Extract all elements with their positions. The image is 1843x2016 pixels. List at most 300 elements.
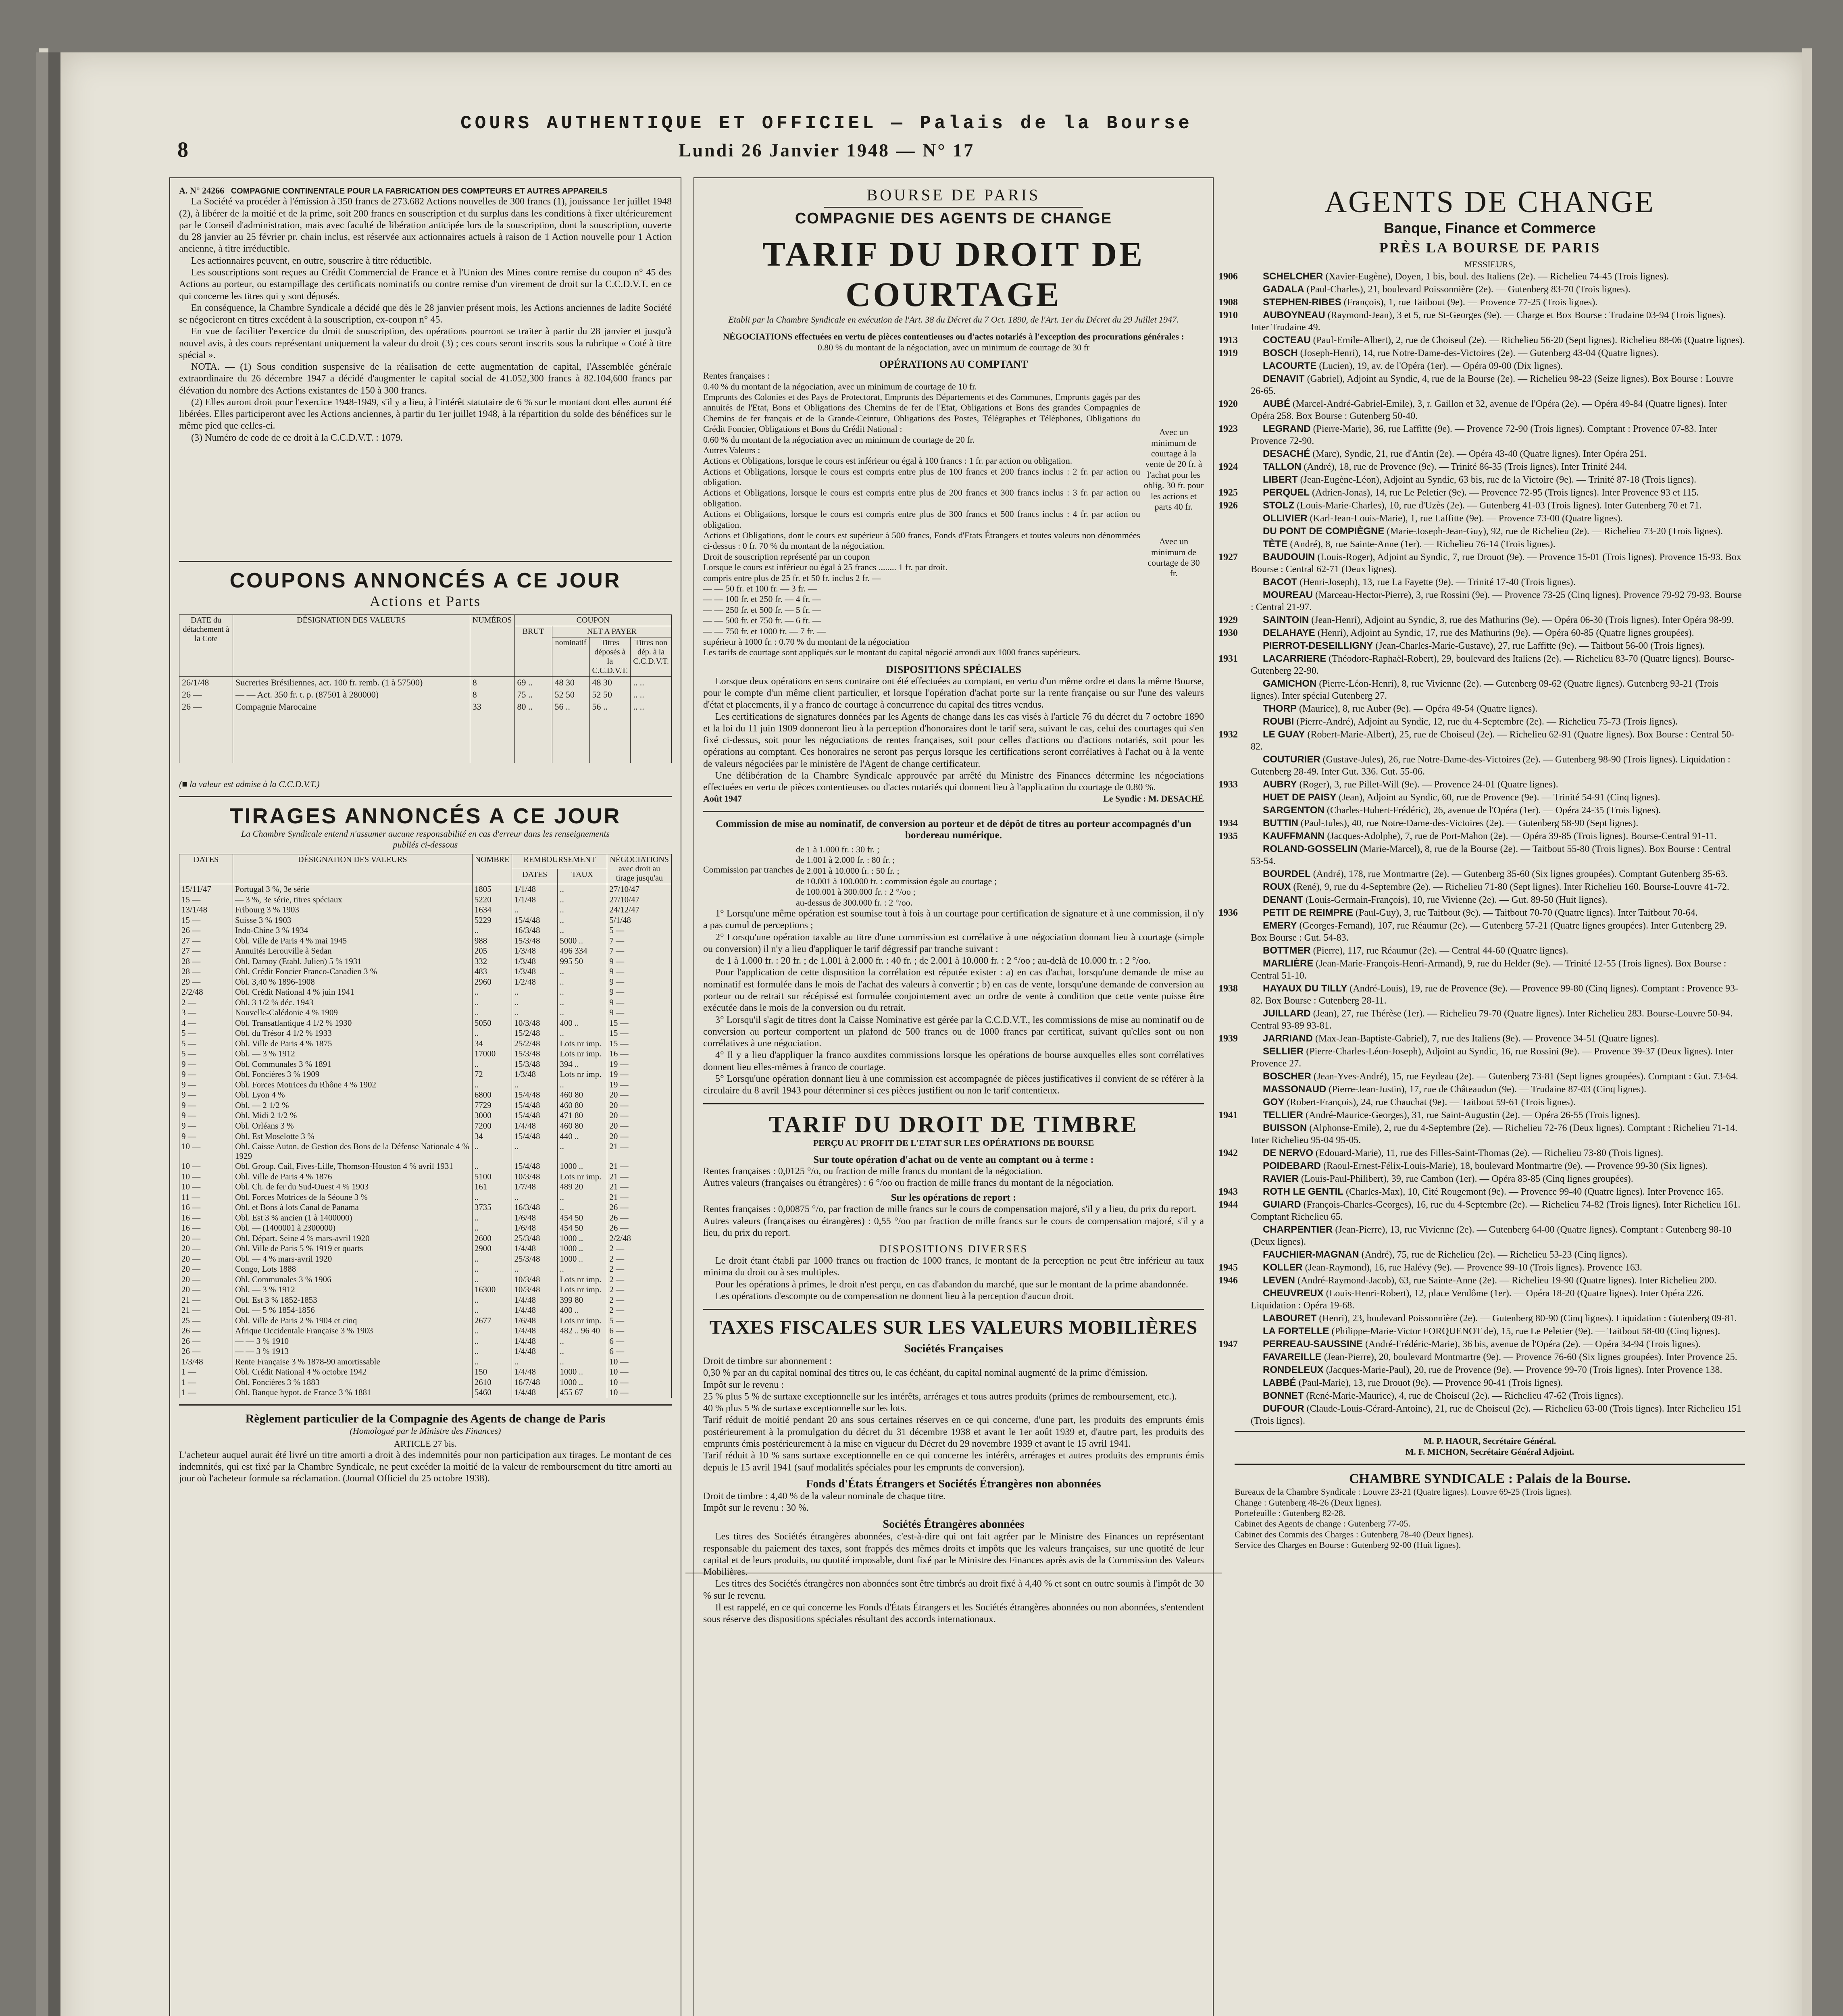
societes-etr-paragraph: Les titres des Sociétés étrangères non abonnées sont être timbrés au droit fixé à 4,40 % et sont en outre soumis à l'impôt de 30 % sur le revenu. xyxy=(703,1579,1204,1601)
agent-details: (André), 18, rue de Provence (9e). — Trinité 86-35 (Trois lignes). Inter Trinité 244. xyxy=(1304,462,1627,473)
tirage-cell-rd: 16/7/48 xyxy=(512,1377,558,1388)
tirage-row xyxy=(179,1233,672,1244)
chambre-title: CHAMBRE SYNDICALE : Palais de la Bourse. xyxy=(1349,1471,1631,1487)
tirage-cell-rd: 10/3/48 xyxy=(512,1018,558,1029)
tirage-cell-v: Obl. Foncières 3 % 1883 xyxy=(233,1377,473,1388)
chambre-line: Cabinet des Commis des Charges : Gutenberg 78-40 (Deux lignes). xyxy=(1235,1529,1474,1539)
coupons-header-brut: BRUT xyxy=(514,626,552,676)
tirage-cell-v: Obl. — 3 % 1912 xyxy=(233,1049,473,1059)
timbre-comptant-line: Autres valeurs (françaises ou étrangères) : 6 °/oo ou fraction de mille francs du montant de la négociation. xyxy=(703,1178,1114,1189)
agent-entry xyxy=(1218,423,1745,447)
tirage-cell-n: 2677 xyxy=(472,1316,512,1326)
agent-entry xyxy=(1235,538,1745,550)
agent-details: (Robert-François), 24, rue Chauchat (9e). — Taitbout 59-61 (Trois lignes). xyxy=(1287,1097,1576,1108)
tirage-cell-g: 9 — xyxy=(607,1008,672,1018)
tirage-cell-v: — — 3 % 1913 xyxy=(233,1346,473,1357)
negociations-text: 0.80 % du montant de la négociation, avec un minimum de courtage de 30 fr xyxy=(817,342,1090,352)
minimum-note-1: Avec un minimum de courtage à la vente de 20 fr. à l'achat pour les oblig. 30 fr. pour les actions et parts 40 fr. xyxy=(1143,427,1204,512)
tirage-cell-t: 454 50 xyxy=(558,1213,607,1223)
tirage-cell-t: .. xyxy=(558,1192,607,1203)
agent-entry xyxy=(1235,703,1745,715)
societes-etr-list xyxy=(703,1531,1204,1625)
coupon-row xyxy=(179,676,672,689)
avis-paragraph: En vue de faciliter l'exercice du droit de souscription, des opérations pourront se traiter à partir du 28 janvier et jusqu'à nouvel avis, à des cours représentant uniquement la valeur du droit (3) ; ces cours seront inscrits sous la rubrique « Coté à titre spécial ». xyxy=(179,326,672,360)
tirage-row xyxy=(179,1008,672,1018)
comptant-line: Lorsque le cours est inférieur ou égal à 25 francs ........ 1 fr. par droit. xyxy=(703,562,948,573)
tirage-cell-d: 26 — xyxy=(179,925,233,936)
tirage-cell-v: Obl. 3 1/2 % déc. 1943 xyxy=(233,998,473,1008)
divider xyxy=(703,1103,1204,1104)
tirage-cell-rd: 1/4/48 xyxy=(512,1243,558,1254)
agent-entry xyxy=(1235,360,1745,372)
agent-year: 1939 xyxy=(1218,1033,1238,1044)
agent-details: (François), 1, rue Taitbout (9e). — Provence 77-25 (Trois lignes). xyxy=(1343,297,1598,308)
agents-list xyxy=(1218,271,1745,1427)
reglement-subtitle: (Homologué par le Ministre des Finances) xyxy=(350,1425,501,1436)
masthead-title: COURS AUTHENTIQUE ET OFFICIEL — Palais de la Bourse xyxy=(460,113,1193,134)
agent-name: OLLIVIER xyxy=(1263,513,1308,524)
diverses-paragraph: Le droit étant établi par 1000 francs ou fraction de 1000 francs, le montant de la perception ne peut être inférieur au taux minima du droit ou à ses multiples. xyxy=(703,1256,1204,1278)
agent-name: BUTTIN xyxy=(1263,818,1298,829)
dispositions-title: DISPOSITIONS SPÉCIALES xyxy=(886,663,1021,675)
comptant-line: — — 50 fr. et 100 fr. — 3 fr. — xyxy=(703,583,817,594)
agent-year: 1923 xyxy=(1218,424,1238,435)
tirage-row xyxy=(179,925,672,936)
tirage-cell-d: 20 — xyxy=(179,1254,233,1264)
coupon-filler-cell xyxy=(514,713,552,763)
tirage-cell-n: 3735 xyxy=(472,1202,512,1213)
tirage-cell-v: Obl. Group. Cail, Fives-Lille, Thomson-Houston 4 % avril 1931 xyxy=(233,1161,473,1172)
agent-name: AUBRY xyxy=(1263,779,1297,790)
tirage-cell-v: Obl. Est Moselotte 3 % xyxy=(233,1131,473,1142)
comptant-line: Rentes françaises : xyxy=(703,371,770,381)
agent-entry xyxy=(1218,334,1745,346)
coupons-title: COUPONS ANNONCÉS A CE JOUR xyxy=(229,569,621,592)
agent-details: (Raymond-Jean), 3 et 5, rue St-Georges (9e). — Charge et Box Bourse : Trudaine 03-94 (Trois lignes). Inter Trudaine 49. xyxy=(1251,310,1726,333)
tirage-cell-t: Lots nr imp. xyxy=(558,1275,607,1285)
agent-entry xyxy=(1235,868,1745,880)
agent-name: BOURDEL xyxy=(1263,868,1311,880)
tirage-row xyxy=(179,1018,672,1029)
tirage-cell-t: 1000 .. xyxy=(558,1161,607,1172)
agent-name: GOY xyxy=(1263,1097,1285,1108)
tirage-cell-n: 2600 xyxy=(472,1233,512,1244)
tirage-cell-t: 454 50 xyxy=(558,1223,607,1233)
avis-section xyxy=(179,185,672,444)
agent-name: PERREAU-SAUSSINE xyxy=(1263,1339,1363,1350)
agent-year: 1926 xyxy=(1218,500,1238,511)
tirage-row xyxy=(179,1326,672,1336)
commission-note: Pour l'application de cette disposition la corrélation est réputée exister : a) en cas d'achat, lorsqu'une demande de mise au nominatif est formulée dans le mois de l'achat des valeurs à convertir ; b) en cas de vente, lorsqu'une demande de conversion au porteur ou de retrait sur récépissé est formulée conjointement avec un ordre de vente à condition que cette vente puisse être exécutée dans le mois de la conversion ou du retrait. xyxy=(703,967,1204,1014)
diverses-paragraph: Pour les opérations à primes, le droit n'est perçu, en cas d'abandon du marché, que sur le montant de la prime abandonnée. xyxy=(715,1279,1188,1290)
agent-name: DE NERVO xyxy=(1263,1148,1313,1159)
reglement-section xyxy=(179,1412,672,1485)
agent-name: AUBÉ xyxy=(1263,398,1291,410)
timbre-report-list xyxy=(703,1204,1204,1239)
timbre-report-line: Rentes françaises : 0,00875 °/o, par fraction de mille francs sur le cours de compensation majoré, s'il y a lieu, du prix du report. xyxy=(703,1204,1196,1215)
reglement-text: L'acheteur auquel aurait été livré un titre amorti a droit à des indemnités pour non participation aux tirages. Le montant de ces indemnités, qui est fixé par la Chambre Syndicale, ne peut excéder la moitié de la valeur de remboursement du titre amorti au jour où l'acheteur formule sa réclamation. (Journal Officiel du 25 octobre 1938). xyxy=(179,1450,672,1484)
tirage-row xyxy=(179,1387,672,1398)
tirage-cell-v: Obl. du Trésor 4 1/2 % 1933 xyxy=(233,1028,473,1039)
agent-entry xyxy=(1235,373,1745,397)
agent-entry xyxy=(1218,271,1745,283)
tirage-cell-n: .. xyxy=(472,1264,512,1275)
tirage-cell-g: 21 — xyxy=(607,1192,672,1203)
tirage-cell-g: 20 — xyxy=(607,1100,672,1111)
avis-paragraph: En conséquence, la Chambre Syndicale a décidé que dès le 28 janvier présent mois, les Actions anciennes de ladite Société se négocieront en titres excédent à la souscription, ex-coupon n° 45. xyxy=(179,302,672,325)
coupon-cell-nom: 48 30 xyxy=(552,676,589,689)
tirage-cell-rd: .. xyxy=(512,1357,558,1367)
agent-details: (Jean), 27, rue Thérèse (1er). — Richelieu 79-70 (Quatre lignes). Inter Richelieu 283. Bourse-Louvre 50-94. Central 93-89 93-81. xyxy=(1251,1008,1733,1031)
bourse-label: BOURSE DE PARIS xyxy=(866,186,1041,204)
tirage-cell-g: 2 — xyxy=(607,1254,672,1264)
agent-details: (Pierre-Léon-Henri), 8, rue Vivienne (2e). — Gutenberg 09-62 (Quatre lignes). Gutenberg 93-21 (Trois lignes). Inter spécial Gutenberg 27. xyxy=(1251,679,1719,702)
tirage-cell-g: 2/2/48 xyxy=(607,1233,672,1244)
tirage-cell-n: .. xyxy=(472,1326,512,1336)
agent-entry xyxy=(1218,729,1745,753)
tirage-cell-rd: 1/4/48 xyxy=(512,1367,558,1377)
tirage-cell-t: .. xyxy=(558,1202,607,1213)
coupon-cell-designation: Compagnie Marocaine xyxy=(233,701,470,713)
tirage-cell-v: Obl. — 4 % mars-avril 1920 xyxy=(233,1254,473,1264)
tirage-cell-n: .. xyxy=(472,1346,512,1357)
agent-details: (Gabriel), Adjoint au Syndic, 4, rue de la Bourse (2e). — Richelieu 98-23 (Seize lignes). Box Bourse : Louvre 26-65. xyxy=(1251,374,1734,397)
tirage-cell-t: .. xyxy=(558,1346,607,1357)
tirage-cell-n: 17000 xyxy=(472,1049,512,1059)
commission-note: 5° Lorsqu'une opération donnant lieu à une commission est accompagnée de pièces justificatives il convient de se référer à la circulaire du 8 avril 1943 pour déterminer si ces pièces justifient ou non le tarif contentieux. xyxy=(703,1073,1204,1096)
chambre-line: Change : Gutenberg 48-26 (Deux lignes). xyxy=(1235,1497,1382,1508)
societes-fr-line: Tarif réduit à 10 % sans surtaxe exceptionnelle en ce qui concerne les intérêts, arrérages et autres produits des emprunts émis depuis le 15 avril 1941 (sauf modalités spéciales pour les emprunts de conversion). xyxy=(703,1450,1204,1473)
tirage-cell-v: Obl. Orléans 3 % xyxy=(233,1121,473,1131)
agent-name: ROTH LE GENTIL xyxy=(1263,1186,1343,1198)
sign-date: Août 1947 xyxy=(703,793,742,804)
tirage-cell-d: 28 — xyxy=(179,966,233,977)
agent-name: MASSONAUD xyxy=(1263,1084,1327,1095)
tirage-cell-g: 5 — xyxy=(607,925,672,936)
tirage-cell-d: 28 — xyxy=(179,956,233,967)
agent-details: (Edouard-Marie), 11, rue des Filles-Saint-Thomas (2e). — Richelieu 73-80 (Trois lignes). xyxy=(1315,1148,1663,1159)
coupon-row xyxy=(179,701,672,713)
agent-year: 1938 xyxy=(1218,983,1238,994)
tirage-cell-n: .. xyxy=(472,1223,512,1233)
commission-title: Commission de mise au nominatif, de conversion au porteur et de dépôt de titres au porteur accompagnés d'un bordereau numérique. xyxy=(716,818,1191,841)
agent-details: (François-Charles-Georges), 16, rue du 4-Septembre (2e). — Richelieu 74-82 (Trois lignes). Inter Richelieu 161. Comptant Richelieu 65. xyxy=(1251,1200,1741,1223)
agent-details: (Jean-Marie-François-Henri-Armand), 9, rue du Helder (9e). — Trinité 12-55 (Trois lignes). Box Bourse : Central 51-10. xyxy=(1251,958,1726,981)
agent-entry xyxy=(1235,474,1745,486)
tirage-cell-n: .. xyxy=(472,1141,512,1161)
chambre-line: Cabinet des Agents de change : Gutenberg 77-05. xyxy=(1235,1518,1410,1529)
diverses-list xyxy=(703,1255,1204,1302)
divider xyxy=(703,1309,1204,1310)
agent-name: LEVEN xyxy=(1263,1275,1295,1286)
tirage-cell-n: 16300 xyxy=(472,1285,512,1295)
agent-entry xyxy=(1218,461,1745,473)
tirage-cell-rd: 1/4/48 xyxy=(512,1295,558,1306)
tirage-cell-v: Obl. Ville de Paris 4 % mai 1945 xyxy=(233,936,473,946)
tirage-cell-n: .. xyxy=(472,925,512,936)
tirage-cell-rd: 15/4/48 xyxy=(512,1161,558,1172)
agent-name: RONDELEUX xyxy=(1263,1364,1324,1376)
tirage-row xyxy=(179,1223,672,1233)
tirage-cell-n: 1634 xyxy=(472,905,512,915)
agent-details: (Louis-Paul-Philibert), 39, rue Cambon (1er). — Opéra 83-85 (Cinq lignes groupées). xyxy=(1301,1174,1633,1185)
agent-year: 1931 xyxy=(1218,654,1238,664)
agent-entry xyxy=(1218,907,1745,919)
agent-name: DENANT xyxy=(1263,894,1303,906)
tirage-row xyxy=(179,1100,672,1111)
agent-name: PETIT DE REIMPRE xyxy=(1263,907,1354,918)
tirage-cell-n: 7729 xyxy=(472,1100,512,1111)
agent-details: (Henri), 23, boulevard Poissonnière (2e). — Gutenberg 80-90 (Cinq lignes). Liquidation : Gutenberg 09-81. xyxy=(1319,1313,1737,1324)
agent-name: TÈTE xyxy=(1263,539,1288,550)
agent-entry xyxy=(1235,640,1745,652)
agent-name: CHARPENTIER xyxy=(1263,1224,1333,1235)
tirage-row xyxy=(179,1346,672,1357)
agent-details: (Marie-Marcel), 8, rue de la Bourse (2e). — Taitbout 55-80 (Trois lignes). Box Bourse : Central 53-54. xyxy=(1251,844,1731,867)
tirage-cell-rd: 15/3/48 xyxy=(512,1059,558,1070)
tirages-header-remboursement: REMBOURSEMENT xyxy=(512,854,607,869)
agent-details: (Raoul-Ernest-Félix-Louis-Marie), 18, boulevard Montmartre (9e). — Provence 99-30 (Six lignes). xyxy=(1323,1161,1708,1172)
agent-entry xyxy=(1235,1351,1745,1363)
tirage-cell-g: 15 — xyxy=(607,1039,672,1049)
societes-fr-line: 0,30 % par an du capital nominal des titres ou, le cas échéant, du capital nominal augmenté de la prime d'émission. xyxy=(703,1368,1148,1379)
masthead-date: Lundi 26 Janvier 1948 — N° 17 xyxy=(678,140,975,160)
tirage-cell-g: 9 — xyxy=(607,998,672,1008)
agents-title: AGENTS DE CHANGE xyxy=(1324,185,1655,219)
agent-name: BUISSON xyxy=(1263,1123,1307,1134)
coupon-filler-cell xyxy=(631,713,672,763)
tirage-cell-d: 9 — xyxy=(179,1100,233,1111)
coupon-cell-num: 8 xyxy=(470,689,514,701)
commission-note: 4° Il y a lieu d'appliquer la franco auxdites commissions lorsque les opérations de bourse auxquelles elles sont corrélatives donnent lieu elles-mêmes à franco de courtage. xyxy=(703,1050,1204,1073)
tirage-cell-n: .. xyxy=(472,1254,512,1264)
tirage-cell-d: 9 — xyxy=(179,1121,233,1131)
tirage-cell-v: Obl. Caisse Auton. de Gestion des Bons de la Défense Nationale 4 % 1929 xyxy=(233,1141,473,1161)
tirage-row xyxy=(179,1192,672,1203)
comptant-line: Autres Valeurs : xyxy=(703,445,760,455)
agent-details: (Karl-Jean-Louis-Marie), 1, rue Laffitte (9e). — Provence 73-00 (Quatre lignes). xyxy=(1310,513,1623,524)
agent-year: 1934 xyxy=(1218,818,1238,829)
agent-entry xyxy=(1218,1199,1745,1223)
coupon-cell-nom: 52 50 xyxy=(552,689,589,701)
agent-name: FAUCHIER-MAGNAN xyxy=(1263,1249,1359,1260)
tirage-cell-d: 10 — xyxy=(179,1161,233,1172)
agent-name: STOLZ xyxy=(1263,500,1295,511)
coupons-note: (■ la valeur est admise à la C.C.D.V.T.) xyxy=(179,779,320,789)
tirage-cell-v: Obl. Forces Motrices du Rhône 4 % 1902 xyxy=(233,1080,473,1090)
agent-entry xyxy=(1235,1364,1745,1376)
tirage-cell-d: 16 — xyxy=(179,1213,233,1223)
tirage-cell-rd: 1/3/48 xyxy=(512,956,558,967)
coupon-cell-num: 8 xyxy=(470,676,514,689)
coupons-header-numeros: NUMÉROS xyxy=(470,614,514,676)
agent-entry xyxy=(1218,627,1745,639)
agent-name: BOSCH xyxy=(1263,348,1298,359)
tirage-cell-n: 5229 xyxy=(472,915,512,926)
tirage-cell-t: 5000 .. xyxy=(558,936,607,946)
agent-entry xyxy=(1235,1224,1745,1248)
tirage-cell-t: 482 .. 96 40 xyxy=(558,1326,607,1336)
coupons-section xyxy=(179,569,672,789)
tirage-cell-n: 72 xyxy=(472,1069,512,1080)
tirage-cell-t: .. xyxy=(558,987,607,998)
tirage-cell-d: 26 — xyxy=(179,1346,233,1357)
agent-year: 1942 xyxy=(1218,1148,1238,1159)
tirage-cell-n: 2610 xyxy=(472,1377,512,1388)
tirage-cell-v: Suisse 3 % 1903 xyxy=(233,915,473,926)
agent-details: (Roger), 3, rue Pillet-Will (9e). — Provence 24-01 (Quatre lignes). xyxy=(1299,779,1558,790)
diverses-title: DISPOSITIONS DIVERSES xyxy=(879,1243,1028,1255)
agent-entry xyxy=(1235,1122,1745,1146)
agent-entry xyxy=(1235,804,1745,816)
tirage-cell-d: 29 — xyxy=(179,977,233,987)
agent-name: SAINTOIN xyxy=(1263,614,1309,626)
divider xyxy=(179,1404,672,1406)
agent-entry xyxy=(1218,1262,1745,1274)
tirage-cell-t: .. xyxy=(558,895,607,905)
tirage-cell-v: Obl. — 2 1/2 % xyxy=(233,1100,473,1111)
tirage-cell-v: Obl. Communales 3 % 1891 xyxy=(233,1059,473,1070)
agent-entry xyxy=(1218,830,1745,842)
tirage-row xyxy=(179,1161,672,1172)
tirage-cell-v: Obl. — (1400001 à 2300000) xyxy=(233,1223,473,1233)
tirage-cell-d: 26 — xyxy=(179,1336,233,1347)
tirage-cell-t: .. xyxy=(558,966,607,977)
agent-details: (Jean-Yves-André), 15, rue Feydeau (2e). — Gutenberg 73-81 (Sept lignes groupées). Comptant : Gut. 73-64. xyxy=(1314,1071,1738,1082)
comptant-line: Actions et Obligations, lorsque le cours est inférieur ou égal à 100 francs : 1 fr. par action ou obligation. xyxy=(703,456,1072,466)
tirage-row xyxy=(179,966,672,977)
agent-details: (Charles-Max), 10, Cité Rougemont (9e). — Provence 99-40 (Quatre lignes). Inter Provence 165. xyxy=(1346,1187,1724,1198)
comptant-title: OPÉRATIONS AU COMPTANT xyxy=(879,358,1028,371)
agent-entry xyxy=(1235,1083,1745,1095)
tirage-cell-d: 16 — xyxy=(179,1223,233,1233)
column-right xyxy=(1218,177,1754,2016)
divider xyxy=(179,561,672,562)
tirage-cell-d: 2 — xyxy=(179,998,233,1008)
tirage-cell-v: Obl. Ville de Paris 2 % 1904 et cinq xyxy=(233,1316,473,1326)
tirage-cell-n: .. xyxy=(472,1028,512,1039)
tirage-cell-g: 20 — xyxy=(607,1090,672,1100)
page-edge-strip xyxy=(39,48,48,2016)
tirage-cell-v: Obl. 3,40 % 1896-1908 xyxy=(233,977,473,987)
tirage-cell-d: 20 — xyxy=(179,1285,233,1295)
tirage-cell-n: 34 xyxy=(472,1131,512,1142)
coupons-header-designation: DÉSIGNATION DES VALEURS xyxy=(233,614,470,676)
agent-details: (Jean-Pierre), 13, rue Vivienne (2e). — Gutenberg 64-00 (Quatre lignes). Comptant : Gutenberg 98-10 (Deux lignes). xyxy=(1251,1225,1732,1248)
tirage-cell-d: 9 — xyxy=(179,1110,233,1121)
tirage-row xyxy=(179,1182,672,1192)
tirage-cell-g: 20 — xyxy=(607,1110,672,1121)
tirage-cell-t: .. xyxy=(558,1008,607,1018)
tirage-cell-n: .. xyxy=(472,1008,512,1018)
tirage-cell-rd: 15/4/48 xyxy=(512,1090,558,1100)
tirage-cell-d: 20 — xyxy=(179,1264,233,1275)
agent-name: TALLON xyxy=(1263,461,1302,473)
agent-details: (Henri-Joseph), 13, rue La Fayette (9e). — Trinité 17-40 (Trois lignes). xyxy=(1299,577,1576,588)
tirage-cell-g: 19 — xyxy=(607,1080,672,1090)
tirage-cell-d: 1 — xyxy=(179,1367,233,1377)
secretaire-adjoint: M. F. MICHON, Secrétaire Général Adjoint. xyxy=(1405,1446,1574,1457)
agent-details: (Marcel-André-Gabriel-Emile), 3, r. Gaillon et 32, avenue de l'Opéra (2e). — Opéra 49-84 (Quatre lignes). Inter Opéra 258. Box Bourse : Gutenberg 50-40. xyxy=(1251,399,1727,422)
agent-details: (Claude-Louis-Gérard-Antoine), 21, rue de Choiseul (2e). — Richelieu 63-00 (Trois lignes). Inter Richelieu 151 (Trois lignes). xyxy=(1251,1404,1741,1427)
tirage-cell-g: 21 — xyxy=(607,1182,672,1192)
chambre-line: Portefeuille : Gutenberg 82-28. xyxy=(1235,1508,1345,1518)
tirage-cell-t: 440 .. xyxy=(558,1131,607,1142)
tirage-cell-v: Obl. Damoy (Etabl. Julien) 5 % 1931 xyxy=(233,956,473,967)
tirage-cell-g: 2 — xyxy=(607,1295,672,1306)
societes-fr-line: Droit de timbre sur abonnement : xyxy=(703,1356,832,1367)
tirage-cell-t: .. xyxy=(558,1357,607,1367)
tirage-cell-t: Lots nr imp. xyxy=(558,1316,607,1326)
coupon-cell-nom: 56 .. xyxy=(552,701,589,713)
tirage-cell-d: 2/2/48 xyxy=(179,987,233,998)
tirage-cell-n: .. xyxy=(472,1213,512,1223)
agent-name: CHEUVREUX xyxy=(1263,1288,1324,1299)
tirage-cell-d: 5 — xyxy=(179,1049,233,1059)
agent-name: ROUBI xyxy=(1263,716,1294,727)
tirage-cell-rd: .. xyxy=(512,905,558,915)
agent-entry xyxy=(1218,347,1745,359)
agents-subtitle: Banque, Finance et Commerce xyxy=(1383,220,1596,236)
tirage-cell-t: 460 80 xyxy=(558,1100,607,1111)
commission-note: 2° Lorsqu'une opération taxable au titre d'une commission est corrélative à une négociation donnant lieu à courtage (simple ou conversion) il n'y a lieu d'appliquer le tarif dégressif par tranche suivant : xyxy=(703,932,1204,954)
agent-name: POIDEBARD xyxy=(1263,1160,1321,1172)
agent-details: (Paul-Guy), 3, rue Taitbout (9e). — Taitbout 70-70 (Quatre lignes). Inter Taitbout 70-64. xyxy=(1356,908,1698,918)
agent-details: (René), 9, rue du 4-Septembre (2e). — Richelieu 71-80 (Sept lignes). Inter Richelieu 160. Bourse-Louvre 41-72. xyxy=(1293,882,1730,893)
tirage-cell-t: 400 .. xyxy=(558,1305,607,1316)
tirage-cell-g: 7 — xyxy=(607,946,672,956)
coupons-header-non-deposes: Titres non dép. à la C.C.D.V.T. xyxy=(631,637,672,676)
tirage-cell-n: 34 xyxy=(472,1039,512,1049)
tirage-cell-d: 27 — xyxy=(179,936,233,946)
tirage-cell-n: 332 xyxy=(472,956,512,967)
comptant-line: — — 100 fr. et 250 fr. — 4 fr. — xyxy=(703,594,821,604)
tirage-cell-v: Obl. Ch. de fer du Sud-Ouest 4 % 1903 xyxy=(233,1182,473,1192)
tirage-cell-n: .. xyxy=(472,1161,512,1172)
tirage-cell-d: 10 — xyxy=(179,1141,233,1161)
coupon-row xyxy=(179,689,672,701)
tirage-cell-v: Obl. Crédit Foncier Franco-Canadien 3 % xyxy=(233,966,473,977)
tirage-cell-n: 205 xyxy=(472,946,512,956)
societes-fr-line: 40 % plus 5 % de surtaxe exceptionnelle sur les lots. xyxy=(703,1403,907,1414)
agent-year: 1927 xyxy=(1218,552,1238,563)
tirage-cell-d: 25 — xyxy=(179,1316,233,1326)
agent-entry xyxy=(1235,576,1745,588)
tirage-cell-v: Annuités Lerouville à Sedan xyxy=(233,946,473,956)
tirage-cell-g: 9 — xyxy=(607,987,672,998)
coupon-filler-cell xyxy=(179,713,233,763)
divider xyxy=(824,207,1083,208)
agent-details: (Georges-Fernand), 107, rue Réaumur (2e). — Gutenberg 57-21 (Quatre lignes groupées). Inter Gutenberg 29. Box Bourse : Gut. 54-83. xyxy=(1251,921,1727,943)
coupon-cell-date: 26 — xyxy=(179,701,233,713)
agent-entry xyxy=(1235,1287,1745,1312)
tirage-cell-rd: 15/3/48 xyxy=(512,936,558,946)
tirage-cell-g: 6 — xyxy=(607,1326,672,1336)
tirage-row xyxy=(179,936,672,946)
tirage-cell-v: Obl. Crédit National 4 % octobre 1942 xyxy=(233,1367,473,1377)
agent-entry xyxy=(1235,1096,1745,1108)
commission-label: Commission par tranches xyxy=(703,864,793,875)
tirage-row xyxy=(179,956,672,967)
agent-details: (Pierre-Marie), 36, rue Laffitte (9e). — Provence 72-90 (Trois lignes). Comptant : Provence 07-83. Inter Provence 72-90. xyxy=(1251,424,1717,447)
agent-name: MOUREAU xyxy=(1263,589,1313,601)
tirage-cell-t: 455 67 xyxy=(558,1387,607,1398)
agent-name: LIBERT xyxy=(1263,474,1298,485)
agent-details: (Pierre), 117, rue Réaumur (2e). — Central 44-60 (Quatre lignes). xyxy=(1313,946,1568,956)
timbre-report-line: Autres valeurs (françaises ou étrangères) : 0,55 °/oo par fraction de mille francs sur le cours de compensation majoré, s'il y a lieu, du prix du report. xyxy=(703,1216,1204,1238)
tirage-cell-v: Obl. Communales 3 % 1906 xyxy=(233,1275,473,1285)
avis-ref: A. N° 24266 xyxy=(179,185,225,196)
